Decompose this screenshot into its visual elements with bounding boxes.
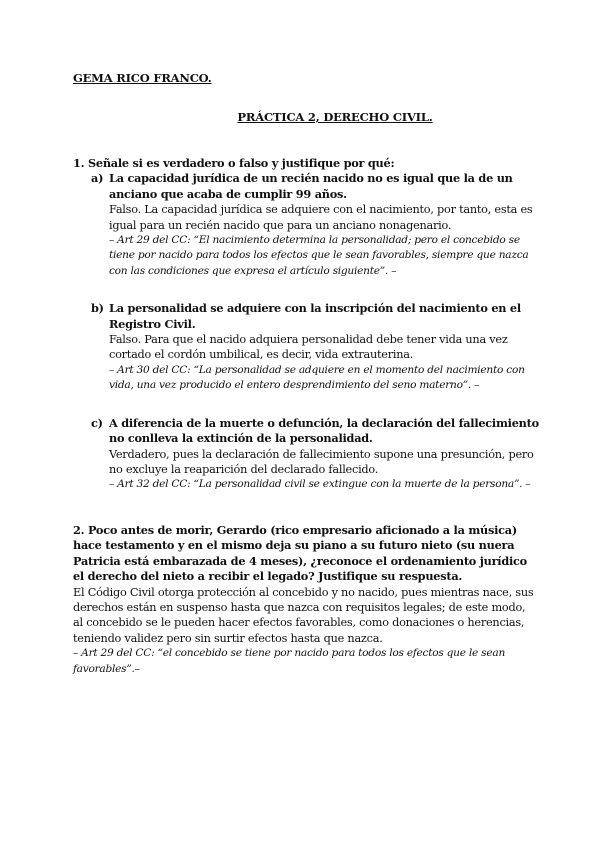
author-name: GEMA RICO FRANCO. (73, 71, 212, 85)
question-1-item-a (73, 171, 543, 279)
page-title: PRÁCTICA 2, DERECHO CIVIL. (237, 110, 433, 124)
item-marker: c) (91, 415, 103, 430)
item-marker: b) (91, 301, 104, 316)
question-2-answer: El Código Civil otorga protección al concebido y no nacido, pues mientras nace, sus derechos están en suspenso hasta que nazca con requisitos legales; de este modo, al concebido se le pueden hacer efectos favorables, como donaciones o herencias, teniendo validez pero sin surtir efectos hasta que nazca. (73, 585, 534, 645)
question-1-item-b (73, 301, 543, 393)
item-citation: – Art 32 del CC: “La personalidad civil se extingue con la muerte de la persona”. – (109, 478, 531, 491)
item-statement: La personalidad se adquiere con la inscripción del nacimiento en el Registro Civil. (109, 301, 521, 331)
question-2 (73, 523, 535, 677)
item-answer: Falso. La capacidad jurídica se adquiere con el nacimiento, por tanto, esta es igual para un recién nacido que para un anciano nonagenario. (109, 203, 533, 232)
item-statement: La capacidad jurídica de un recién nacido no es igual que la de un anciano que acaba de cumplir 99 años. (109, 171, 513, 201)
question-2-citation: – Art 29 del CC: “el concebido se tiene por nacido para todos los efectos que le sean favorables”.– (73, 647, 506, 675)
question-1 (73, 156, 543, 493)
question-1-prompt: 1. Señale si es verdadero o falso y justifique por qué: (73, 156, 395, 170)
item-citation: – Art 30 del CC: “La personalidad se adquiere en el momento del nacimiento con vida, una vez producido el entero desprendimiento del seno materno”. – (109, 363, 525, 392)
item-answer: Verdadero, pues la declaración de fallecimiento supone una presunción, pero no excluye la reaparición del declarado fallecido. (109, 447, 534, 476)
item-statement: A diferencia de la muerte o defunción, la declaración del fallecimiento no conlleva la extinción de la personalidad. (109, 415, 539, 446)
item-marker: a) (91, 171, 104, 186)
item-citation: – Art 29 del CC: “El nacimiento determina la personalidad; pero el concebido se tiene por nacido para todos los efectos que le sean favorables, siempre que nazca con las condiciones que expresa el artículo siguiente”. – (109, 234, 529, 277)
question-2-prompt: 2. Poco antes de morir, Gerardo (rico empresario aficionado a la música) hace testamento y en el mismo deja su piano a su futuro nieto (su nuera Patricia está embarazada de 4 meses), ¿reconoce el ordenamiento jurídico el derecho del nieto a recibir el legado? Justifique su respuesta. (73, 523, 527, 584)
item-answer: Falso. Para que el nacido adquiera personalidad debe tener vida una vez cortado el cordón umbilical, es decir, vida extrauterina. (109, 333, 508, 362)
question-1-item-c (73, 416, 543, 493)
